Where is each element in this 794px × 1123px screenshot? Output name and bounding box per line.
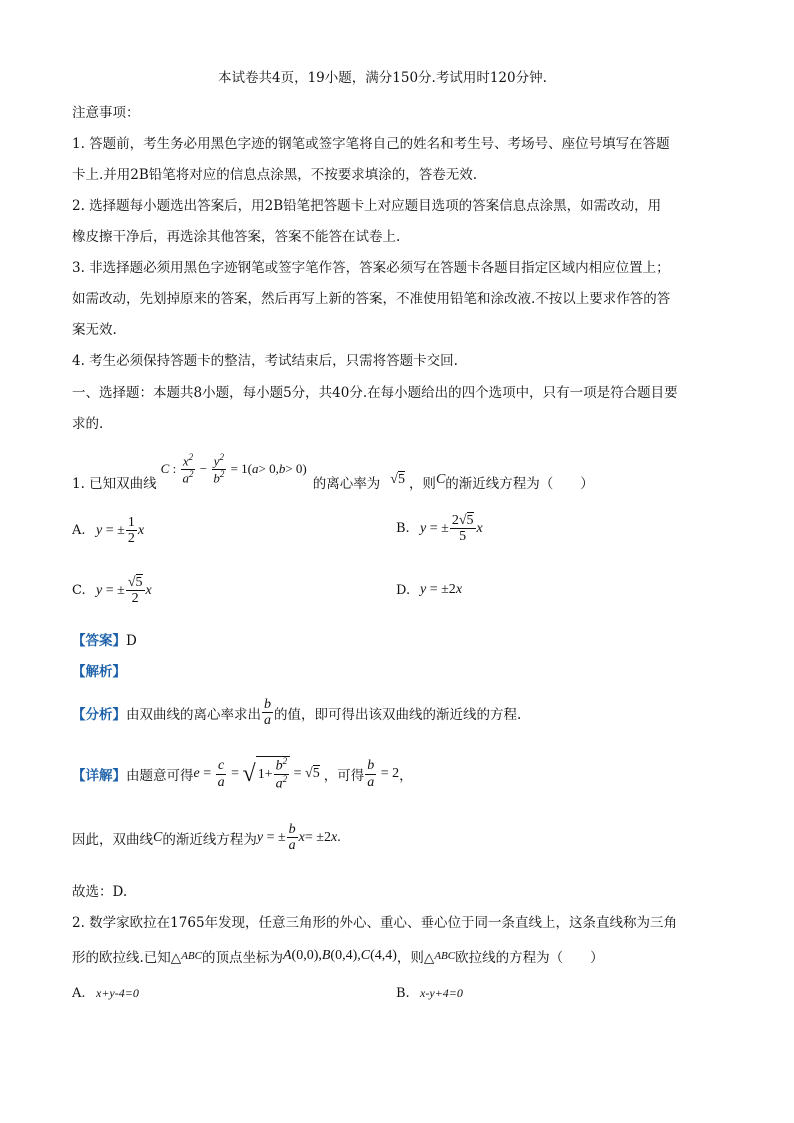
note-3-line-3: 案无效. — [72, 322, 117, 338]
option-b-label: B. — [396, 521, 410, 537]
note-4: 4. 考生必须保持答题卡的整洁，考试结束后，只需将答题卡交回. — [72, 353, 458, 369]
q2-option-a-formula: x+y-4=0 — [96, 986, 139, 1000]
q2-text-b: 的顶点坐标为 — [201, 950, 283, 966]
triangle-abc-2: ABC — [434, 950, 456, 962]
eccentricity-value: √5 — [390, 472, 405, 487]
curve-c-symbol: C — [435, 472, 446, 487]
q1-prefix: 1. 已知双曲线 — [72, 476, 157, 492]
comma: ， — [399, 768, 413, 785]
xiangjie-line — [72, 756, 413, 792]
conclusion: 故选：D. — [72, 884, 128, 900]
therefore-line — [72, 822, 341, 854]
fenxi-line — [72, 697, 521, 729]
section-heading-line-2: 求的. — [72, 416, 104, 432]
option-d-label: D. — [396, 582, 411, 598]
q2-text-d: 欧拉线的方程为（ ） — [455, 950, 604, 966]
note-2-line-1: 2. 选择题每小题选出答案后，用2B铅笔把答题卡上对应题目选项的答案信息点涂黑，如需改动，用 — [72, 198, 662, 214]
exam-intro: 本试卷共4页，19小题，满分150分.考试用时120分钟. — [218, 70, 547, 86]
q2-option-a-label: A. — [72, 986, 86, 1001]
option-c-label: C. — [72, 583, 86, 599]
notes-title: 注意事项： — [72, 105, 140, 121]
q2-line-1: 2. 数学家欧拉在1765年发现，任意三角形的外心、重心、垂心位于同一条直线上，这条直线称为三角 — [72, 915, 678, 931]
option-b-formula: y = ± $\frac{2√5}{5}$ x — [420, 513, 483, 545]
fenxi-text-2: 的值，即可得出该双曲线的渐近线的方程. — [274, 706, 522, 723]
q1-stem — [72, 446, 594, 492]
q2-option-b-formula: x-y+4=0 — [420, 986, 463, 1000]
note-3-line-1: 3. 非选择题必须用黑色字迹钢笔或签字笔作答，答案必须写在答题卡各题目指定区域内相应位置上； — [72, 260, 670, 276]
q2-option-a[interactable] — [72, 986, 139, 1001]
xiangjie-text-1: 由题意可得 — [126, 768, 194, 785]
ratio-result: $\frac{b}{a}$ = 2 — [367, 758, 400, 790]
option-a-formula: y = ± $\frac{1}{2}$ x — [96, 515, 145, 547]
fenxi-tag: 【分析】 — [72, 706, 126, 723]
note-1-line-1: 1. 答题前，考生务必用黑色字迹的钢笔或签字笔将自己的姓名和考生号、考场号、座位号填写在答题 — [72, 136, 670, 152]
section-heading-line-1: 一、选择题：本题共8小题，每小题5分，共40分.在每小题给出的四个选项中，只有一项是符合题目要 — [72, 385, 678, 401]
curve-c-symbol-2: C — [153, 829, 163, 845]
option-a-label: A. — [72, 523, 86, 539]
option-d-formula: y = ±2x — [420, 582, 463, 597]
option-a[interactable] — [72, 515, 144, 547]
answer-line — [72, 629, 137, 649]
option-b[interactable] — [396, 513, 483, 545]
q2-text-a: 形的欧拉线.已知△ — [72, 950, 182, 966]
option-c[interactable] — [72, 575, 152, 607]
note-1-line-2: 卡上.并用2B铅笔将对应的信息点涂黑，不按要求填涂的，答卷无效. — [72, 167, 478, 183]
q2-text-c: ，则△ — [396, 950, 435, 966]
hyperbola-equation: C : $\frac{x^2}{a^2}$ − $\frac{y^2}{b^2}$ = 1( a > 0, b > 0) — [160, 451, 307, 485]
fenxi-text-1: 由双曲线的离心率求出 — [126, 706, 261, 723]
therefore-text-1: 因此，双曲线 — [72, 831, 153, 848]
triangle-abc: ABC — [181, 950, 202, 962]
q1-suffix-2: 的渐近线方程为（ ） — [445, 476, 594, 492]
eccentricity-derivation: e = $\frac{c}{a}$ = √ 1+ $\frac{b^2}{a^2}$ = √5 — [193, 756, 320, 792]
note-3-line-2: 如需改动，先划掉原来的答案，然后再写上新的答案，不准使用铅笔和涂改液.不按以上要求作答的答 — [72, 291, 671, 307]
fraction-b-over-a: $\frac{b}{a}$ — [264, 697, 271, 729]
option-c-formula: y = ± $\frac{√5}{2}$ x — [96, 575, 152, 607]
asymptote-equation: y = ± $\frac{b}{a}$ x = ±2 x . — [256, 822, 341, 854]
q1-middle: 的离心率为 — [312, 476, 381, 492]
vertex-coordinates: A(0,0),B(0,4),C(4,4) — [282, 948, 397, 963]
q2-option-b-label: B. — [396, 986, 410, 1001]
xiangjie-tag: 【详解】 — [72, 768, 126, 785]
xiangjie-text-2: ，可得 — [323, 768, 365, 785]
q2-line-2 — [72, 946, 604, 966]
answer-value: D — [126, 633, 137, 649]
q1-suffix: ，则 — [408, 476, 436, 492]
note-2-line-2: 橡皮擦干净后，再选涂其他答案，答案不能答在试卷上. — [72, 229, 401, 245]
therefore-text-2: 的渐近线方程为 — [162, 831, 257, 848]
q2-option-b[interactable] — [396, 986, 463, 1001]
analysis-tag: 【解析】 — [72, 664, 126, 680]
option-d[interactable] — [396, 582, 462, 598]
answer-tag: 【答案】 — [72, 633, 126, 649]
